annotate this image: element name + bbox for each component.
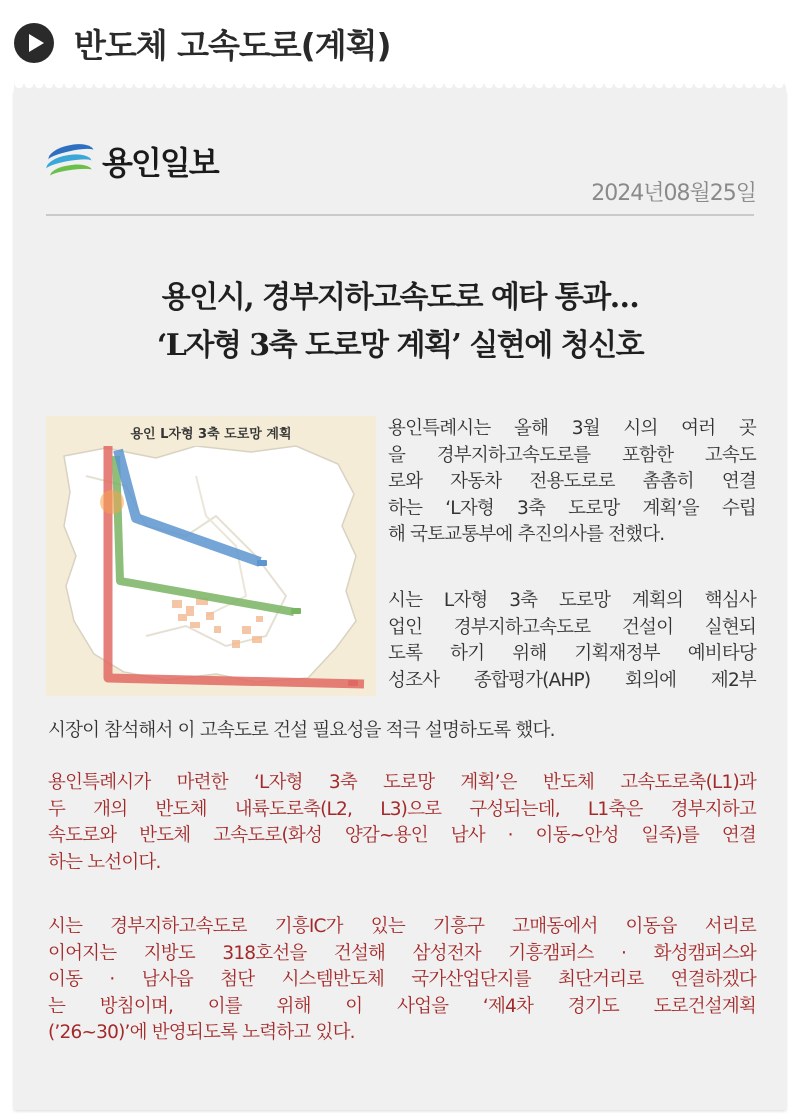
paragraph-2-tail	[48, 718, 756, 745]
play-circle-icon[interactable]	[14, 23, 54, 63]
paragraph-1	[388, 416, 756, 549]
newspaper-logo	[46, 138, 218, 184]
text-line: 성조사 종합평가(AHP) 회의에 제2부	[388, 669, 756, 691]
section-title: 반도체 고속도로(계획)	[74, 25, 391, 65]
text-line: 업인 경부지하고속도로 건설이 실현되	[388, 616, 756, 638]
text-line: 용인특례시가 마련한 ‘L자형 3축 도로망 계획’은 반도체 고속도로축(L1)과	[48, 772, 756, 793]
text-line: 용인특례시는 올해 3월 시의 여러 곳	[388, 418, 756, 439]
divider	[46, 214, 754, 216]
text-line: 로와 자동차 전용도로로 촘촘히 연결	[388, 471, 756, 492]
logo-swoosh-icon	[46, 141, 98, 181]
text-line: (’26~30)’에 반영되도록 노력하고 있다.	[48, 1022, 355, 1043]
text-line: 시장이 참석해서 이 고속도로 건설 필요성을 적극 설명하도록 했다.	[48, 720, 555, 741]
torn-edge	[14, 84, 786, 94]
text-line: 두 개의 반도체 내륙도로축(L2, L3)으로 구성되는데, L1축은 경부지하고	[48, 798, 756, 820]
outlet-name: 용인일보	[102, 144, 218, 182]
text-line: 이어지는 지방도 318호선을 건설해 삼성전자 기흥캠퍼스 · 화성캠퍼스와	[48, 942, 756, 964]
text-line: 하는 노선이다.	[48, 851, 161, 873]
paragraph-3	[48, 770, 756, 876]
headline-line-1: 용인시, 경부지하고속도로 예타 통과…	[161, 280, 639, 315]
road-plan-map	[46, 416, 376, 696]
paragraph-4	[48, 914, 756, 1047]
text-line: 시는 L자형 3축 도로망 계획의 핵심사	[388, 590, 756, 611]
text-line: 하는 ‘L자형 3축 도로망 계획’을 수립	[388, 497, 756, 519]
paragraph-2	[388, 588, 756, 694]
map-title: 용인 L자형 3축 도로망 계획	[130, 427, 292, 442]
text-line: 해 국토교통부에 추진의사를 전했다.	[388, 524, 665, 545]
text-line: 시는 경부지하고속도로 기흥IC가 있는 기흥구 고매동에서 이동읍 서리로	[48, 916, 756, 937]
text-line: 속도로와 반도체 고속도로(화성 양감~용인 남사 · 이동~안성 일죽)를 연결	[48, 825, 756, 846]
section-header	[14, 16, 391, 70]
text-line: 는 방침이며, 이를 위해 이 사업을 ‘제4차 경기도 도로건설계획	[48, 995, 756, 1017]
article-date: 2024년08월25일	[591, 181, 756, 206]
text-line: 을 경부지하고속도로를 포함한 고속도	[388, 444, 756, 466]
text-line: 도록 하기 위해 기획재정부 예비타당	[388, 643, 756, 664]
headline-line-2: ‘L자형 3축 도로망 계획’ 실현에 청신호	[156, 328, 644, 363]
text-line: 이동 · 남사읍 첨단 시스템반도체 국가산업단지를 최단거리로 연결하겠다	[48, 969, 756, 990]
